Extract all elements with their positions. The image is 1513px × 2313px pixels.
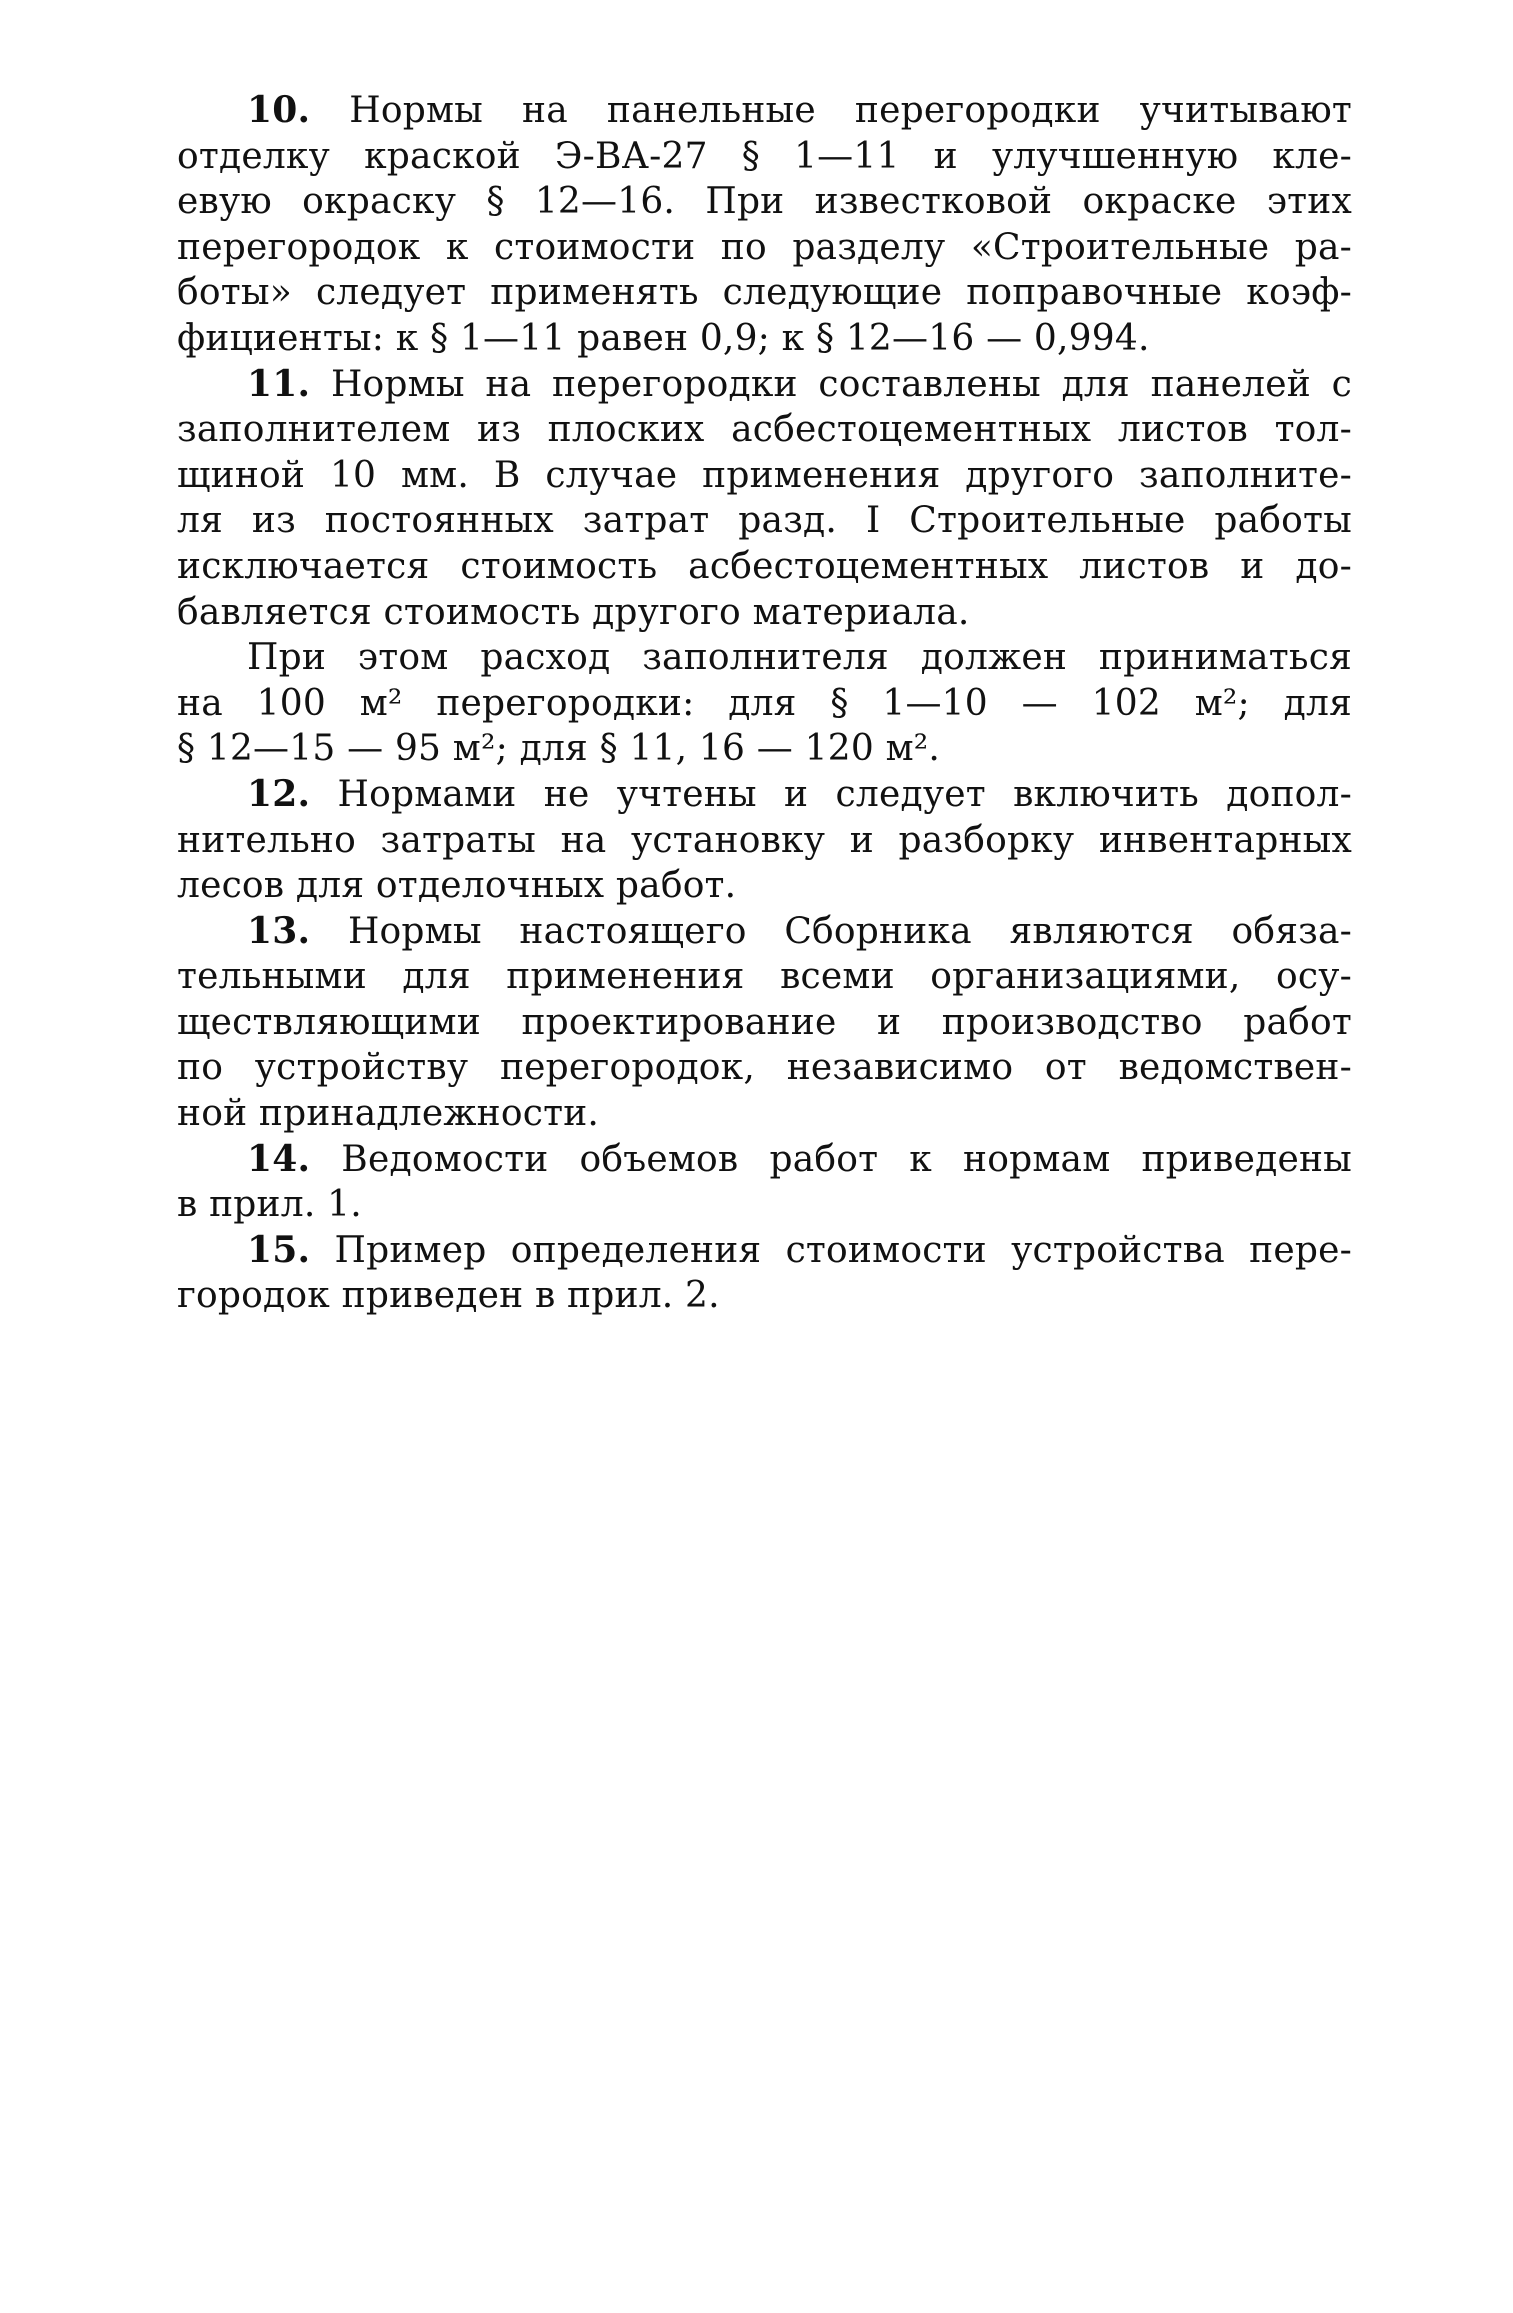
paragraph-15 xyxy=(177,1228,1352,1319)
text-line: При этом расход заполнителя должен приниматься xyxy=(247,637,1352,679)
text-line: 13. Нормы настоящего Сборника являются обяза- xyxy=(247,909,1352,952)
paragraph-number: 15. xyxy=(247,1228,311,1271)
text-line: 10. Нормы на панельные перегородки учитывают xyxy=(247,89,1352,131)
paragraph-14 xyxy=(177,1137,1352,1228)
text-line: городок приведен в прил. 2. xyxy=(177,1275,720,1317)
text-line: боты» следует применять следующие поправочные коэф- xyxy=(177,272,1352,314)
paragraph-number: 10. xyxy=(247,89,311,131)
paragraph-12 xyxy=(177,772,1352,909)
text-line: 11. Нормы на перегородки составлены для панелей с xyxy=(247,362,1352,405)
paragraph-number: 13. xyxy=(247,909,311,952)
paragraph-13 xyxy=(177,909,1352,1137)
text-line: лесов для отделочных работ. xyxy=(177,865,737,907)
text-line: фициенты: к § 1—11 равен 0,9; к § 12—16 — 0,994. xyxy=(177,317,1150,359)
paragraph-number: 14. xyxy=(247,1137,311,1180)
text-line: в прил. 1. xyxy=(177,1184,362,1226)
text-line: исключается стоимость асбестоцементных листов и до- xyxy=(177,545,1352,587)
document-page xyxy=(177,88,1352,1319)
text-line: перегородок к стоимости по разделу «Строительные ра- xyxy=(177,226,1352,268)
text-line: бавляется стоимость другого материала. xyxy=(177,591,970,633)
text-line: по устройству перегородок, независимо от ведомствен- xyxy=(177,1047,1352,1089)
paragraph-number: 12. xyxy=(247,772,311,815)
text-line: нительно затраты на установку и разборку инвентарных xyxy=(177,819,1352,861)
text-line: заполнителем из плоских асбестоцементных листов тол- xyxy=(177,409,1352,451)
paragraph-11-continuation xyxy=(177,635,1352,772)
text-line: 12. Нормами не учтены и следует включить допол- xyxy=(247,772,1352,815)
paragraph-11 xyxy=(177,362,1352,636)
text-line: на 100 м² перегородки: для § 1—10 — 102 м²; для xyxy=(177,682,1352,724)
text-line: отделку краской Э-ВА-27 § 1—11 и улучшенную кле- xyxy=(177,135,1352,177)
paragraph-number: 11. xyxy=(247,362,311,405)
text-line: § 12—15 — 95 м²; для § 11, 16 — 120 м². xyxy=(177,728,941,770)
text-line: щиной 10 мм. В случае применения другого заполните- xyxy=(177,454,1352,496)
text-line: ществляющими проектирование и производство работ xyxy=(177,1001,1352,1043)
text-line: тельными для применения всеми организациями, осу- xyxy=(177,956,1352,998)
text-line: ля из постоянных затрат разд. I Строительные работы xyxy=(177,500,1352,542)
text-line: 14. Ведомости объемов работ к нормам приведены xyxy=(247,1137,1352,1180)
paragraph-10 xyxy=(177,88,1352,362)
text-line: евую окраску § 12—16. При известковой окраске этих xyxy=(177,181,1352,223)
text-line: 15. Пример определения стоимости устройства пере- xyxy=(247,1228,1352,1271)
text-line: ной принадлежности. xyxy=(177,1093,600,1135)
